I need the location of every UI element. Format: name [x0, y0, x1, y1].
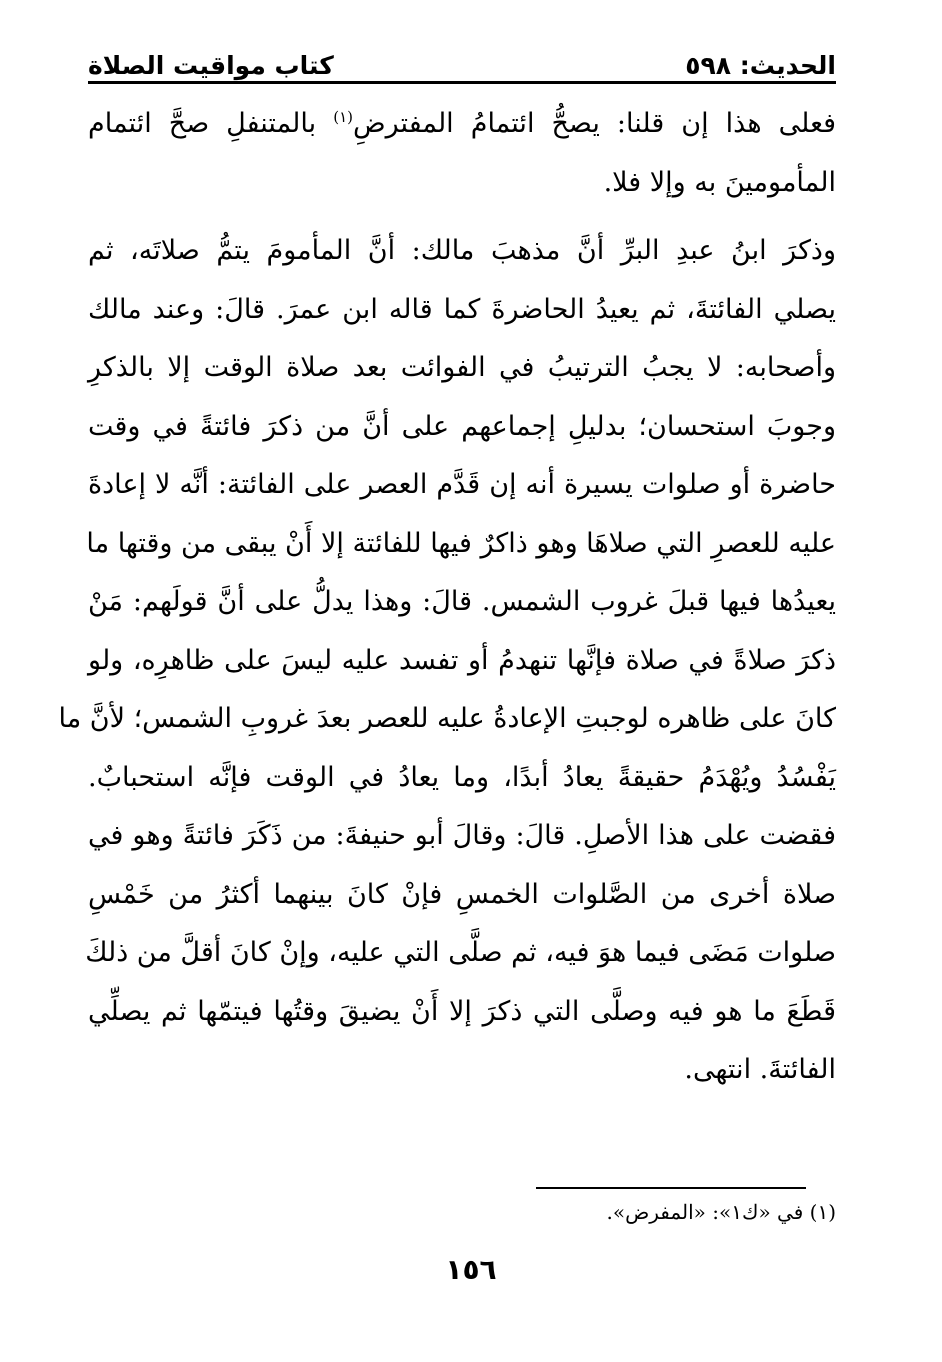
book-title: كتاب مواقيت الصلاة — [88, 51, 334, 80]
footnote-reference: (١) — [333, 108, 353, 126]
text-line: يَفْسُدُ ويُهْدَمُ حقيقةً يعادُ أبدًا، وما يعادُ في الوقت فإنَّه استحبابٌ. — [88, 761, 836, 793]
header-divider — [88, 81, 836, 84]
footnote-divider — [536, 1187, 806, 1189]
text-line: عليه للعصرِ التي صلاهَا وهو ذاكرٌ فيها للفائتة إلا أَنْ يبقى من وقتها ما — [86, 527, 836, 559]
text-line: يصلي الفائتةَ، ثم يعيدُ الحاضرةَ كما قاله ابن عمرَ. قالَ: وعند مالك — [88, 293, 836, 325]
text-line: المأمومينَ به وإلا فلا. — [603, 166, 836, 198]
hadith-number: الحديث: ٥٩٨ — [685, 51, 836, 80]
text-line: الفائتةَ. انتهى. — [684, 1054, 836, 1085]
text-line: فقضت على هذا الأصلِ. قالَ: وقالَ أبو حنيفةَ: من ذَكَرَ فائتةً وهو في — [88, 820, 836, 851]
text-line: ذكرَ صلاةً في صلاة فإنَّها تنهدمُ أو تفسد عليه ليسَ على ظاهرِه، ولو — [88, 644, 836, 676]
footnote: (١) في «ك١»: «المفرض». — [606, 1200, 836, 1224]
text-line: وجوبَ استحسان؛ بدليلِ إجماعهم على أنَّ من ذكرَ فائتةً في وقت — [88, 410, 836, 442]
text-line: كانَ على ظاهره لوجبتِ الإعادةُ عليه للعصر بعدَ غروبِ الشمس؛ لأنَّ ما — [58, 703, 836, 734]
main-text — [58, 95, 836, 1100]
text-line: صلاة أخرى من الصَّلوات الخمسِ فإنْ كانَ بينهما أكثرُ من خَمْسِ — [88, 878, 836, 910]
page-header — [88, 40, 836, 80]
text-line: حاضرة أو صلوات يسيرة أنه إن قَدَّم العصر على الفائتة: أنَّه لا إعادةَ — [88, 469, 836, 500]
text-line: وذكرَ ابنُ عبدِ البرِّ أنَّ مذهبَ مالك: أنَّ المأمومَ يتمُّ صلاتَه، ثم — [88, 235, 836, 266]
text-line: وأصحابه: لا يجبُ الترتيبُ في الفوائت بعد صلاة الوقت إلا بالذكرِ — [88, 352, 836, 383]
paragraph — [58, 222, 836, 1100]
text-line: فعلى هذا إن قلنا: يصحُّ ائتمامُ المفترضِ$^{(١)}$ بالمتنفلِ صحَّ ائتمام — [88, 108, 836, 139]
text-line: صلوات مَضَى فيما هوَ فيه، ثم صلَّى التي عليه، وإنْ كانَ أقلَّ من ذلكَ — [85, 937, 836, 968]
paragraph — [88, 95, 836, 212]
text-line: يعيدُها فيها قبلَ غروب الشمس. قالَ: وهذا يدلُّ على أنَّ قولَهم: مَنْ — [88, 586, 836, 617]
text-line: قَطَعَ ما هو فيه وصلَّى التي ذكرَ إلا أَنْ يضيقَ وقتُها فيتمّها ثم يصلِّي — [88, 995, 836, 1027]
page-number: ١٥٦ — [445, 1253, 497, 1286]
